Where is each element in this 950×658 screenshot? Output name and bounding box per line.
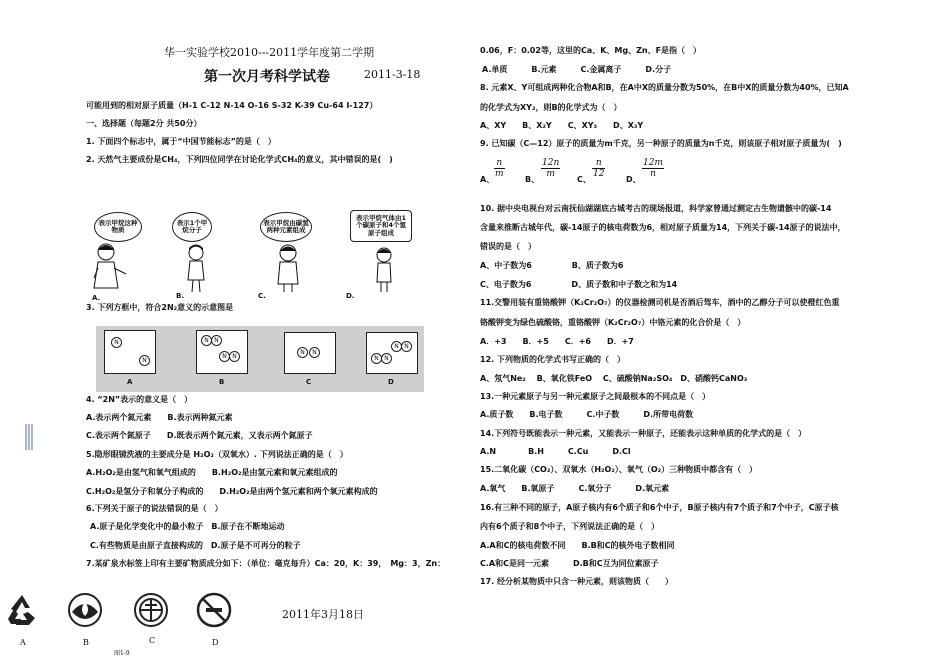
question-10: 10. 据中央电视台对云南抚仙湖湖底古城考古的现场报道，科学家曾通过测定古生物遗骸中的碳-14 [480, 204, 832, 213]
q9-fraction-d [642, 158, 664, 179]
q9-label-a: A、 [480, 175, 495, 184]
option-letter: D [388, 378, 394, 386]
question-4: 4. “2N”表示的意义是（ ） [86, 395, 193, 404]
q9-label-d: D、 [626, 175, 641, 184]
q9-label-b: B、 [525, 175, 540, 184]
school-line: 华一实验学校2010---2011学年度第二学期 [164, 46, 375, 59]
question-13: 13.一种元素原子与另一种元素原子之间最根本的不同点是（ ） [480, 392, 711, 401]
question-16-line2: 内有6个质子和8个中子，下列说法正确的是（ ） [480, 522, 660, 531]
option-letter: C. [258, 292, 266, 300]
question-15: 15.二氧化碳（CO₂）、双氧水（H₂O₂）、氧气（O₂）三种物质中都含有（ ） [480, 465, 758, 474]
q3-figure [96, 326, 424, 392]
question-11-line2: 铬酸钾变为绿色硫酸铬，重铬酸钾（K₂Cr₂O₇）中铬元素的化合价是（ ） [480, 318, 746, 327]
nitrogen-atom: N [111, 337, 122, 348]
q14-options: A.N B.H C.Cu D.Cl [480, 447, 631, 456]
student-figure [92, 242, 132, 294]
question-14: 14.下列符号既能表示一种元素，又能表示一种原子，还能表示这种单质的化学式的是（ ） [480, 429, 807, 438]
speech-bubble: 表示1个甲烷分子 [172, 212, 212, 242]
sign-letter: A [20, 638, 26, 647]
q15-options: A.氧气 B.氧原子 C.氧分子 D.氧元素 [480, 484, 670, 493]
nitrogen-atom: N [297, 347, 308, 358]
option-letter: B. [176, 292, 184, 300]
q2-figure [88, 208, 416, 302]
nitrogen-atom: N [219, 351, 230, 362]
figure-caption: 图1-9 [114, 650, 130, 657]
option-letter: A. [92, 294, 101, 302]
question-17: 17. 经分析某物质中只含一种元素，则该物质（ ） [480, 577, 673, 586]
recycle-icon [4, 592, 40, 628]
no-smoking-icon [196, 592, 232, 628]
sign-letter: C [149, 636, 156, 645]
q9-fraction-b [541, 158, 560, 179]
exam-title: 第一次月考科学试卷 [204, 69, 330, 85]
q10-options-cd: C、电子数为6 D、质子数和中子数之和为14 [480, 280, 678, 289]
nitrogen-atom: N [391, 341, 402, 352]
nitrogen-atom: N [309, 347, 320, 358]
box-option-a [104, 330, 156, 374]
question-8-line2: 的化学式为XY₂，则B的化学式为（ ） [480, 103, 622, 112]
q8-options: A、XY B、X₂Y C、XY₃ D、X₃Y [480, 121, 644, 130]
section-heading: 一、选择题（每题2分 共50分） [86, 119, 202, 128]
numerator: 12n [542, 158, 560, 168]
sign-letter: B [83, 638, 89, 647]
denominator: m [495, 169, 504, 179]
student-figure [274, 244, 304, 294]
numerator: n [494, 158, 505, 169]
q9-fraction-a [494, 158, 505, 179]
speech-bubble: 表示甲烷这种物质 [94, 212, 142, 242]
q11-options: A．+3 B．+5 C．+6 D．+7 [480, 337, 634, 346]
nitrogen-atom: N [401, 341, 412, 352]
question-5: 5.隐形眼镜洗液的主要成分是 H₂O₂（双氧水）. 下列说法正确的是（ ） [86, 450, 348, 459]
nitrogen-atom: N [211, 335, 222, 346]
denominator: m [546, 169, 555, 179]
question-10-line3: 错误的是（ ） [480, 242, 536, 251]
binding-margin-mark [24, 424, 34, 450]
q6-options-ab: A.原子是化学变化中的最小粒子 B.原子在不断地运动 [90, 522, 285, 531]
q5-options-cd: C.H₂O₂是氢分子和氧分子构成的 D.H₂O₂是由两个氢元素和两个氧元素构成的 [86, 487, 378, 496]
option-letter: B [219, 378, 225, 386]
footer-date: 2011年3月18日 [282, 608, 364, 621]
q6-options-cd: C.有些物质是由原子直接构成的 D.原子是不可再分的粒子 [90, 541, 301, 550]
question-8: 8. 元素X、Y可组成两种化合物A和B，在A中X的质量分数为50%，在B中X的质量分数为40%，已知A [480, 83, 849, 92]
question-16: 16.有三种不同的原子，A原子核内有6个质子和6个中子，B原子核内有7个质子和7个中子，C原子核 [480, 503, 839, 512]
student-figure [182, 244, 212, 294]
option-letter: D. [346, 292, 355, 300]
q13-options: A.质子数 B.电子数 C.中子数 D.所带电荷数 [480, 410, 694, 419]
nitrogen-atom: N [371, 353, 382, 364]
question-10-line2: 含量来推断古城年代，碳-14原子的核电荷数为6，相对原子质量为14，下列关于碳-14原子的说法中， [480, 223, 846, 232]
speech-bubble: 表示甲烷由碳氢两种元素组成 [260, 212, 312, 242]
atomic-masses-line: 可能用到的相对原子质量（H-1 C-12 N-14 O-16 S-32 K-39 Cu-64 I-127） [86, 101, 378, 110]
denominator: 12 [593, 169, 605, 179]
question-6: 6.下列关于原子的说法错误的是（ ） [86, 504, 223, 513]
exam-date: 2011-3-18 [364, 68, 421, 81]
option-letter: C [306, 378, 312, 386]
nitrogen-atom: N [139, 355, 150, 366]
water-saving-icon [67, 592, 103, 628]
student-figure [370, 246, 400, 294]
question-12: 12. 下列物质的化学式书写正确的（ ） [480, 355, 625, 364]
question-7: 7.某矿泉水标签上印有主要矿物质成分如下：（单位：毫克每升）Ca：20，K：39， Mg：3，Zn： [86, 559, 446, 568]
option-letter: A [127, 378, 133, 386]
q7-continued: 0.06，F：0.02等，这里的Ca、K、Mg、Zn、F是指（ ） [480, 46, 702, 55]
sign-letter: D [212, 638, 219, 647]
question-1: 1. 下面四个标志中，属于“中国节能标志”的是（ ） [86, 137, 276, 146]
nitrogen-atom: N [201, 335, 212, 346]
q16-options-ab: A.A和C的核电荷数不同 B.B和C的核外电子数相同 [480, 541, 675, 550]
q9-fraction-c [592, 158, 605, 179]
nitrogen-atom: N [381, 353, 392, 364]
box-option-d [366, 332, 418, 374]
box-option-c [284, 332, 336, 374]
q7-options: A.单质 B.元素 C.金属离子 D.分子 [482, 65, 672, 74]
question-9: 9. 已知碳（C—12）原子的质量为m千克，另一种原子的质量为n千克，则该原子相对原子质量为( ) [480, 139, 842, 148]
question-3: 3. 下列方框中，符合2N₂意义的示意图是 [86, 303, 234, 312]
question-11: 11.交警用装有重铬酸钾（K₂Cr₂O₇）的仪器检测司机是否酒后驾车，酒中的乙醇分子可以使橙红色重 [480, 298, 840, 307]
q4-options-ab: A.表示两个氮元素 B.表示两种氮元素 [86, 413, 233, 422]
box-option-b [196, 330, 248, 374]
q12-options: A、氖气Ne₂ B、氧化铁FeO C、硫酸钠Na₂SO₄ D、硝酸钙CaNO₃ [480, 374, 748, 383]
q4-options-cd: C.表示两个氮原子 D.既表示两个氮元素，又表示两个氮原子 [86, 431, 313, 440]
q9-label-c: C、 [577, 175, 591, 184]
q10-options-ab: A、中子数为6 B、质子数为6 [480, 261, 624, 270]
q5-options-ab: A.H₂O₂是由氢气和氧气组成的 B.H₂O₂是由氢元素和氧元素组成的 [86, 468, 338, 477]
nitrogen-atom: N [229, 351, 240, 362]
question-2: 2. 天然气主要成份是CH₄，下列四位同学在讨论化学式CH₄的意义，其中错误的是( ) [86, 155, 393, 164]
q16-options-cd: C.A和C是同一元素 D.B和C互为同位素原子 [480, 559, 659, 568]
energy-saving-icon [133, 592, 169, 628]
numerator: 12m [643, 158, 663, 168]
numerator: n [592, 158, 605, 169]
speech-bubble: 表示甲烷气体由1个碳原子和4个氢原子组成 [350, 210, 412, 242]
denominator: n [650, 169, 656, 179]
